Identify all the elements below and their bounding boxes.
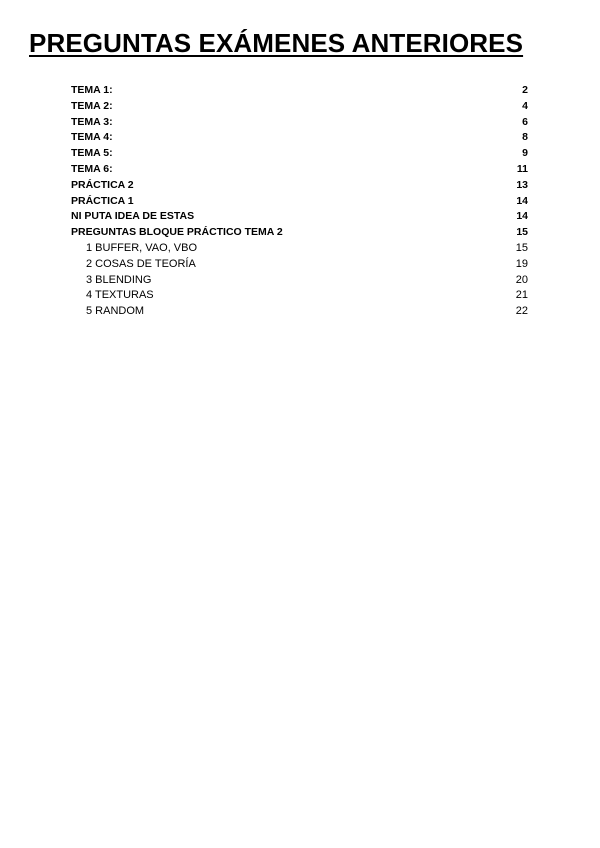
toc-subentry-page-number: 20 <box>515 273 528 286</box>
toc-subentry-random[interactable] <box>71 304 528 320</box>
page-title: PREGUNTAS EXÁMENES ANTERIORES <box>29 28 524 58</box>
toc-entry-page-number: 14 <box>516 210 528 223</box>
toc-entry-label: NI PUTA IDEA DE ESTAS <box>71 210 195 223</box>
toc-subentry-label: 3 BLENDING <box>86 273 152 286</box>
toc-subentry-label: 5 RANDOM <box>86 305 145 318</box>
toc-entry-practica-2[interactable] <box>71 178 528 194</box>
toc-entry-practica-1[interactable] <box>71 194 528 210</box>
toc-subentry-texturas[interactable] <box>71 288 528 304</box>
toc-subentry-label: 2 COSAS DE TEORÍA <box>86 257 196 270</box>
toc-entry-tema-1[interactable] <box>71 83 528 99</box>
toc-entry-page-number: 11 <box>516 162 528 175</box>
toc-entry-bloque-practico[interactable] <box>71 225 528 241</box>
toc-entry-page-number: 13 <box>516 178 528 191</box>
toc-entry-label: TEMA 5: <box>71 147 113 160</box>
toc-entry-tema-6[interactable] <box>71 162 528 178</box>
toc-subentry-page-number: 15 <box>515 241 528 254</box>
toc-entry-page-number: 2 <box>522 84 528 96</box>
toc-entry-label: TEMA 4: <box>71 131 113 144</box>
toc-subentry-label: 4 TEXTURAS <box>86 289 154 302</box>
toc-entry-label: TEMA 2: <box>71 99 113 112</box>
toc-entry-tema-2[interactable] <box>71 99 528 115</box>
toc-entry-tema-5[interactable] <box>71 146 528 162</box>
toc-entry-label: PREGUNTAS BLOQUE PRÁCTICO TEMA 2 <box>71 226 283 239</box>
toc-entry-page-number: 6 <box>522 115 528 128</box>
toc-entry-label: PRÁCTICA 2 <box>71 178 134 191</box>
toc-entry-ni-puta-idea[interactable] <box>71 209 528 225</box>
toc-subentry-page-number: 19 <box>515 257 528 270</box>
toc-entry-page-number: 9 <box>522 147 528 160</box>
toc-entry-label: PRÁCTICA 1 <box>71 194 134 207</box>
toc-entry-page-number: 14 <box>516 194 528 207</box>
toc-entry-page-number: 4 <box>522 99 528 112</box>
toc-subentry-label: 1 BUFFER, VAO, VBO <box>86 241 198 254</box>
table-of-contents <box>71 83 528 320</box>
toc-subentry-buffer-vao-vbo[interactable] <box>71 241 528 257</box>
toc-entry-label: TEMA 6: <box>71 162 113 175</box>
toc-subentry-page-number: 21 <box>515 289 528 302</box>
toc-entry-tema-3[interactable] <box>71 115 528 131</box>
toc-entry-label: TEMA 3: <box>71 115 113 128</box>
toc-entry-label: TEMA 1: <box>71 84 113 96</box>
toc-subentry-page-number: 22 <box>515 305 528 318</box>
toc-entry-page-number: 8 <box>522 131 528 144</box>
toc-entry-tema-4[interactable] <box>71 130 528 146</box>
toc-subentry-blending[interactable] <box>71 273 528 289</box>
toc-entry-page-number: 15 <box>516 226 528 239</box>
toc-subentry-cosas-de-teoria[interactable] <box>71 257 528 273</box>
